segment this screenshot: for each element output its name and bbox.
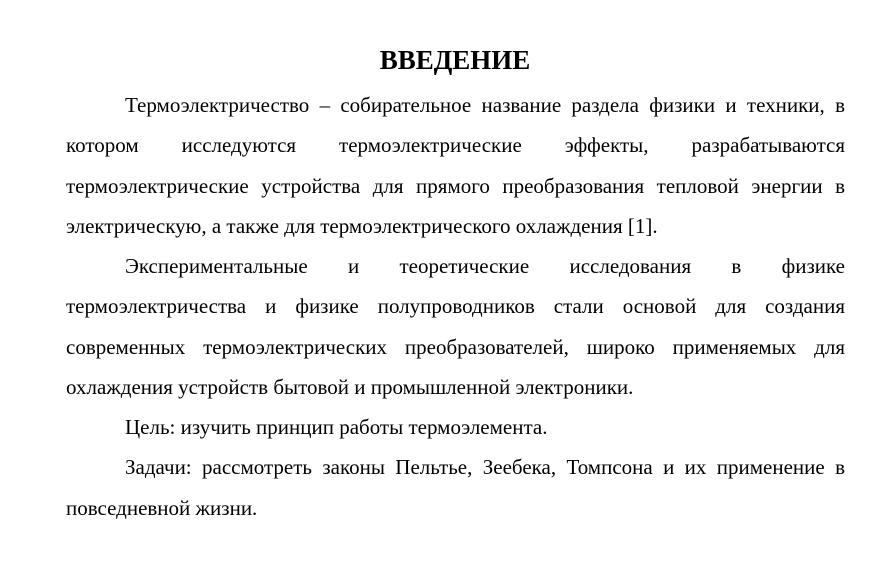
- paragraph-research: Экспериментальные и теоретические исследования в физике термоэлектричества и физике полупроводников стали основой для создания современных термоэлектрических преобразователей, широко применяемых для охлаждения устройств бытовой и промышленной электроники.: [66, 254, 845, 399]
- document-body: [66, 85, 845, 528]
- paragraph-goal: Цель: изучить принцип работы термоэлемента.: [125, 415, 548, 439]
- paragraph-definition: Термоэлектричество – собирательное название раздела физики и техники, в котором исследуются термоэлектрические эффекты, разрабатываются термоэлектрические устройства для прямого преобразования тепловой энергии в электрическую, а также для термоэлектрического охлаждения [1].: [66, 93, 845, 238]
- section-heading: ВВЕДЕНИЕ: [379, 45, 531, 75]
- paragraph-tasks: Задачи: рассмотреть законы Пельтье, Зеебека, Томпсона и их применение в повседневной жизни.: [66, 455, 845, 520]
